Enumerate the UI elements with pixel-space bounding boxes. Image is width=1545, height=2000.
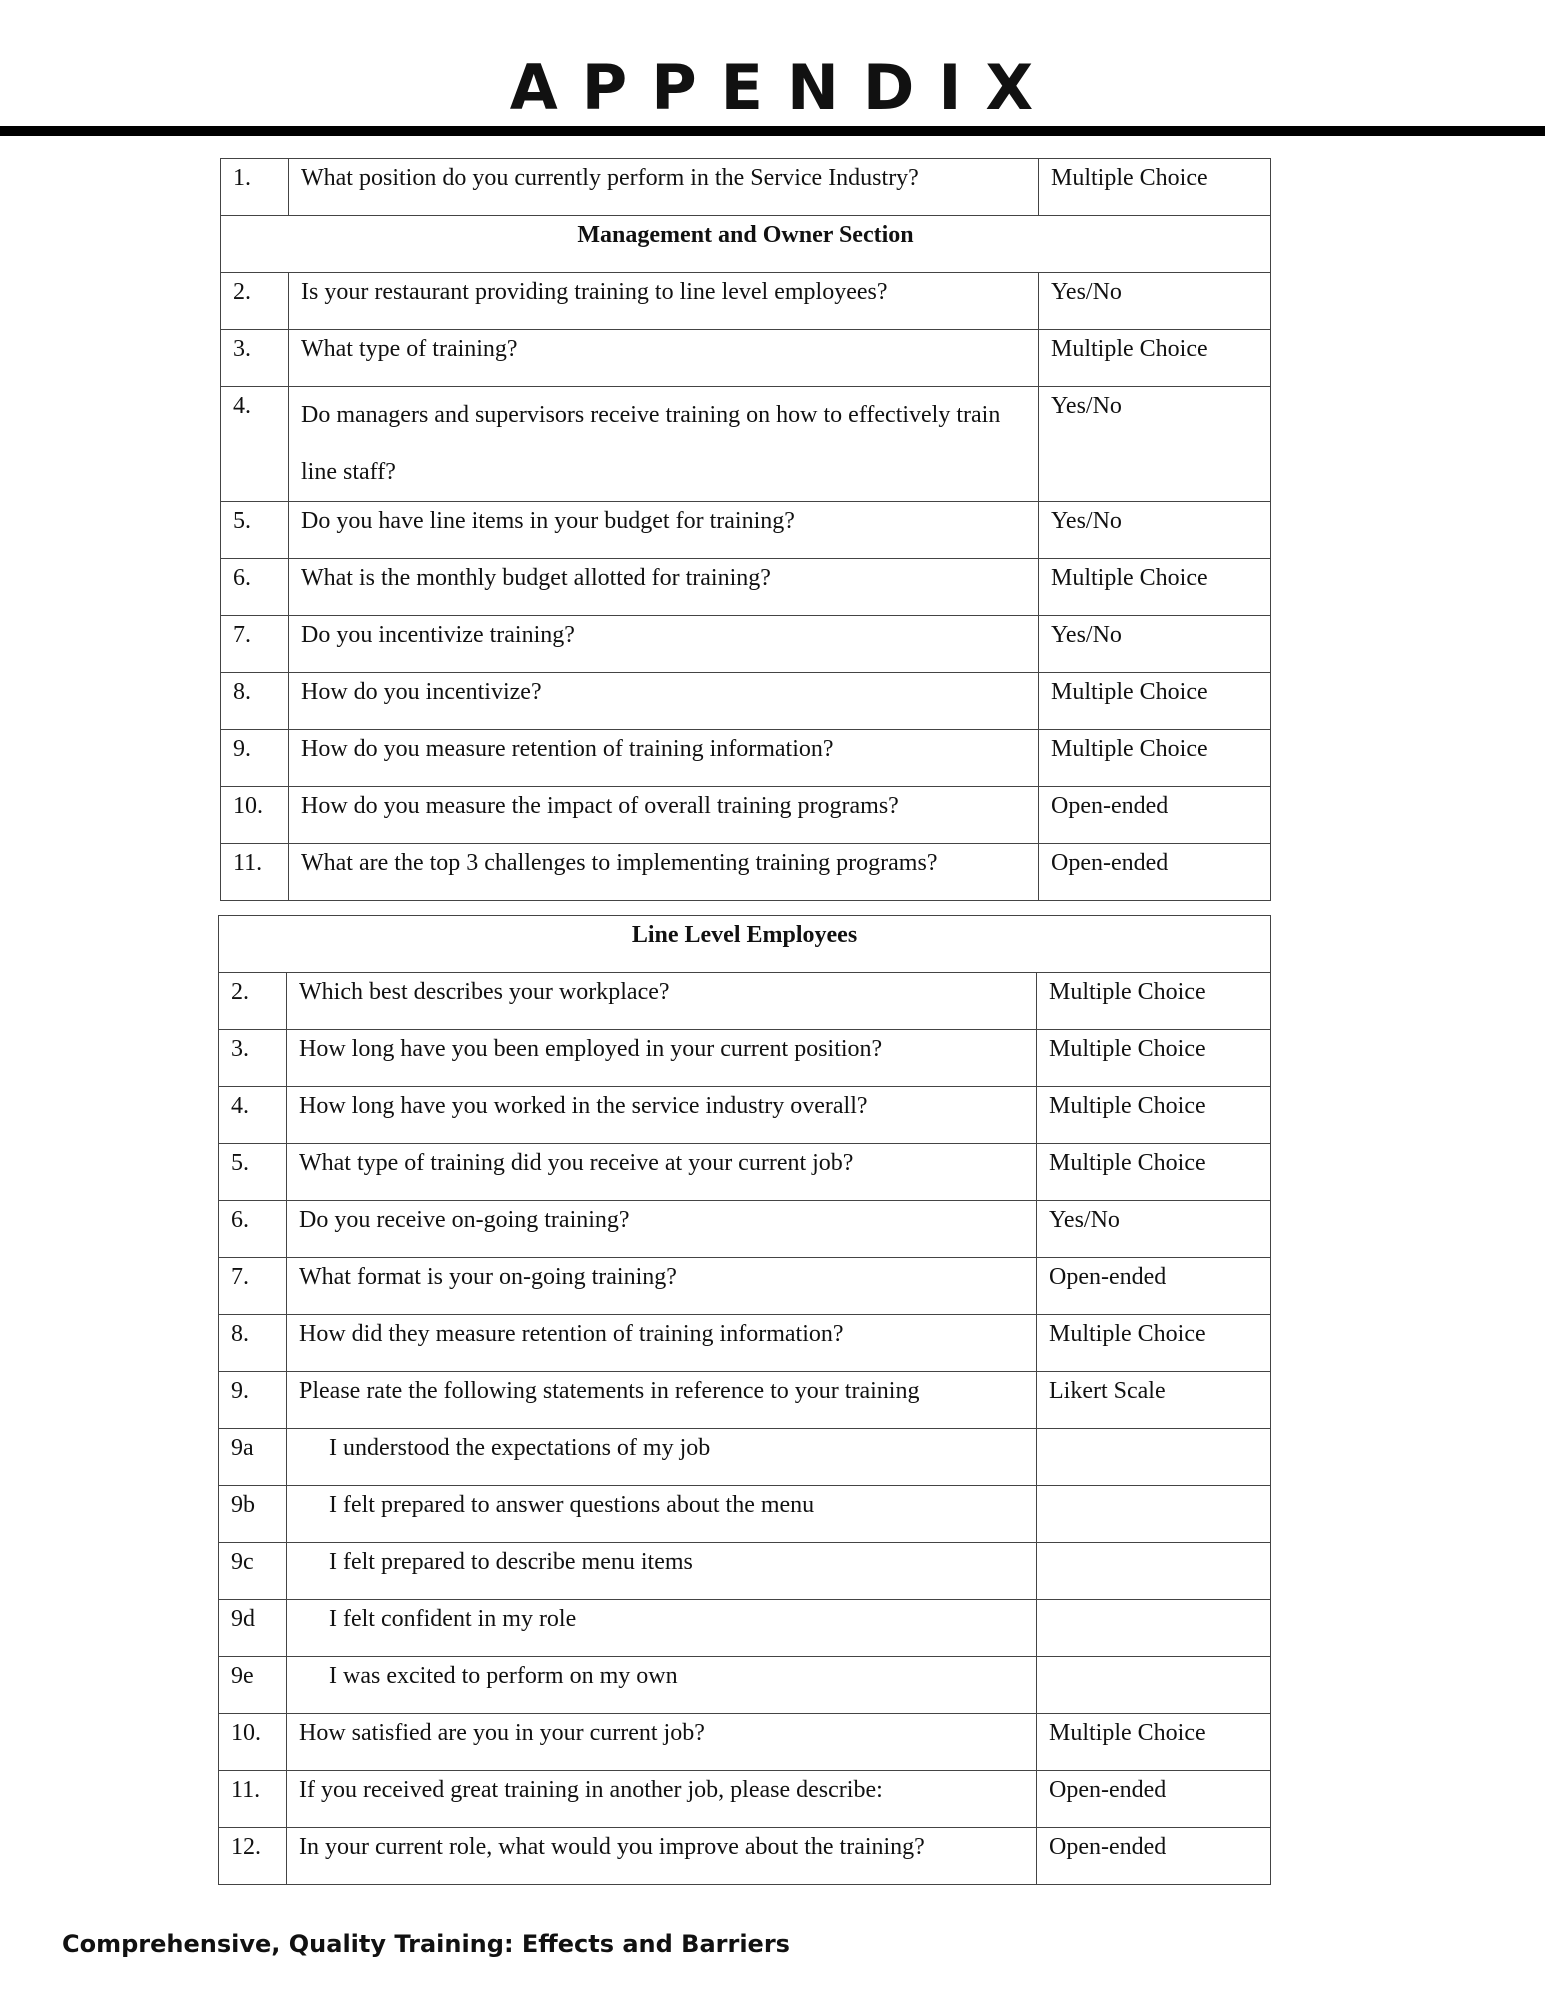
table-row — [219, 1429, 1271, 1486]
question-number: 7. — [219, 1258, 287, 1315]
question-type: Open-ended — [1037, 1771, 1271, 1828]
question-number: 7. — [221, 616, 289, 673]
table-row — [219, 1771, 1271, 1828]
question-text: How do you incentivize? — [289, 673, 1039, 730]
question-text: How satisfied are you in your current job? — [287, 1714, 1037, 1771]
table-row — [221, 616, 1271, 673]
question-number: 1. — [221, 159, 289, 216]
question-number: 5. — [221, 502, 289, 559]
table-row — [221, 387, 1271, 502]
table-row — [219, 1315, 1271, 1372]
question-type — [1037, 1657, 1271, 1714]
question-text: How do you measure the impact of overall training programs? — [289, 787, 1039, 844]
statement-text: I felt prepared to describe menu items — [287, 1543, 1037, 1600]
table-row — [221, 273, 1271, 330]
question-text: Is your restaurant providing training to line level employees? — [289, 273, 1039, 330]
management-survey-table — [220, 158, 1271, 901]
question-type: Multiple Choice — [1039, 159, 1271, 216]
question-number: 2. — [219, 973, 287, 1030]
statement-text: I understood the expectations of my job — [287, 1429, 1037, 1486]
table-row — [219, 1714, 1271, 1771]
question-type: Open-ended — [1037, 1258, 1271, 1315]
question-number: 11. — [221, 844, 289, 901]
question-text: What are the top 3 challenges to implementing training programs? — [289, 844, 1039, 901]
table-row — [219, 1657, 1271, 1714]
question-number: 12. — [219, 1828, 287, 1885]
question-type: Multiple Choice — [1037, 1315, 1271, 1372]
question-text: Do managers and supervisors receive training on how to effectively train line staff? — [289, 387, 1039, 502]
question-type: Multiple Choice — [1037, 1144, 1271, 1201]
page-title: APPENDIX — [509, 51, 1058, 124]
title-divider — [0, 126, 1545, 136]
question-number: 8. — [219, 1315, 287, 1372]
question-number: 6. — [219, 1201, 287, 1258]
question-number: 6. — [221, 559, 289, 616]
question-number: 5. — [219, 1144, 287, 1201]
table-row — [221, 159, 1271, 216]
question-number: 9a — [219, 1429, 287, 1486]
question-type: Yes/No — [1039, 502, 1271, 559]
question-number: 9. — [221, 730, 289, 787]
table-row — [221, 330, 1271, 387]
question-type — [1037, 1486, 1271, 1543]
table-row — [219, 1258, 1271, 1315]
table-row — [221, 673, 1271, 730]
question-number: 9d — [219, 1600, 287, 1657]
question-number: 10. — [221, 787, 289, 844]
table-row — [219, 1543, 1271, 1600]
question-type: Multiple Choice — [1039, 559, 1271, 616]
statement-text: I felt prepared to answer questions about the menu — [287, 1486, 1037, 1543]
question-type: Yes/No — [1037, 1201, 1271, 1258]
question-text: In your current role, what would you improve about the training? — [287, 1828, 1037, 1885]
question-text: What type of training did you receive at your current job? — [287, 1144, 1037, 1201]
question-number: 9. — [219, 1372, 287, 1429]
question-text: Please rate the following statements in reference to your training — [287, 1372, 1037, 1429]
question-number: 4. — [219, 1087, 287, 1144]
question-type: Multiple Choice — [1039, 330, 1271, 387]
table-row — [219, 1600, 1271, 1657]
table-row — [219, 1828, 1271, 1885]
question-number: 10. — [219, 1714, 287, 1771]
table-row — [219, 1144, 1271, 1201]
table-row — [221, 559, 1271, 616]
question-type: Open-ended — [1039, 787, 1271, 844]
question-number: 4. — [221, 387, 289, 502]
question-type: Multiple Choice — [1037, 973, 1271, 1030]
table-row — [221, 730, 1271, 787]
question-number: 3. — [221, 330, 289, 387]
section-title-line-level: Line Level Employees — [219, 916, 1271, 973]
table-row — [219, 1486, 1271, 1543]
section-header-row — [219, 916, 1271, 973]
question-type: Open-ended — [1037, 1828, 1271, 1885]
question-type: Multiple Choice — [1039, 730, 1271, 787]
table-row — [221, 502, 1271, 559]
question-type: Yes/No — [1039, 273, 1271, 330]
question-type: Open-ended — [1039, 844, 1271, 901]
table-row — [219, 1201, 1271, 1258]
statement-text: I was excited to perform on my own — [287, 1657, 1037, 1714]
question-text: How long have you been employed in your current position? — [287, 1030, 1037, 1087]
question-number: 2. — [221, 273, 289, 330]
table-row — [219, 1087, 1271, 1144]
question-text: What position do you currently perform in the Service Industry? — [289, 159, 1039, 216]
question-type: Multiple Choice — [1039, 673, 1271, 730]
question-type: Multiple Choice — [1037, 1087, 1271, 1144]
question-type: Yes/No — [1039, 387, 1271, 502]
question-text: What type of training? — [289, 330, 1039, 387]
question-number: 9b — [219, 1486, 287, 1543]
question-text: Do you receive on-going training? — [287, 1201, 1037, 1258]
section-title-management: Management and Owner Section — [221, 216, 1271, 273]
question-number: 3. — [219, 1030, 287, 1087]
question-text: Which best describes your workplace? — [287, 973, 1037, 1030]
question-type: Likert Scale — [1037, 1372, 1271, 1429]
question-text: Do you incentivize training? — [289, 616, 1039, 673]
statement-text: I felt confident in my role — [287, 1600, 1037, 1657]
question-number: 9c — [219, 1543, 287, 1600]
question-type — [1037, 1429, 1271, 1486]
table-row — [221, 844, 1271, 901]
table-row — [219, 1030, 1271, 1087]
question-type — [1037, 1600, 1271, 1657]
employee-survey-table — [218, 915, 1271, 1885]
question-text: How did they measure retention of training information? — [287, 1315, 1037, 1372]
question-text: How long have you worked in the service industry overall? — [287, 1087, 1037, 1144]
question-text: What format is your on-going training? — [287, 1258, 1037, 1315]
table-row — [219, 973, 1271, 1030]
question-number: 11. — [219, 1771, 287, 1828]
question-type: Yes/No — [1039, 616, 1271, 673]
table-row — [219, 1372, 1271, 1429]
question-text: What is the monthly budget allotted for training? — [289, 559, 1039, 616]
document-footer: Comprehensive, Quality Training: Effects and Barriers — [62, 1930, 790, 1958]
question-number: 8. — [221, 673, 289, 730]
question-type — [1037, 1543, 1271, 1600]
question-text: If you received great training in another job, please describe: — [287, 1771, 1037, 1828]
table-row — [221, 787, 1271, 844]
question-number: 9e — [219, 1657, 287, 1714]
question-type: Multiple Choice — [1037, 1714, 1271, 1771]
section-header-row — [221, 216, 1271, 273]
question-type: Multiple Choice — [1037, 1030, 1271, 1087]
question-text: Do you have line items in your budget for training? — [289, 502, 1039, 559]
question-text: How do you measure retention of training information? — [289, 730, 1039, 787]
